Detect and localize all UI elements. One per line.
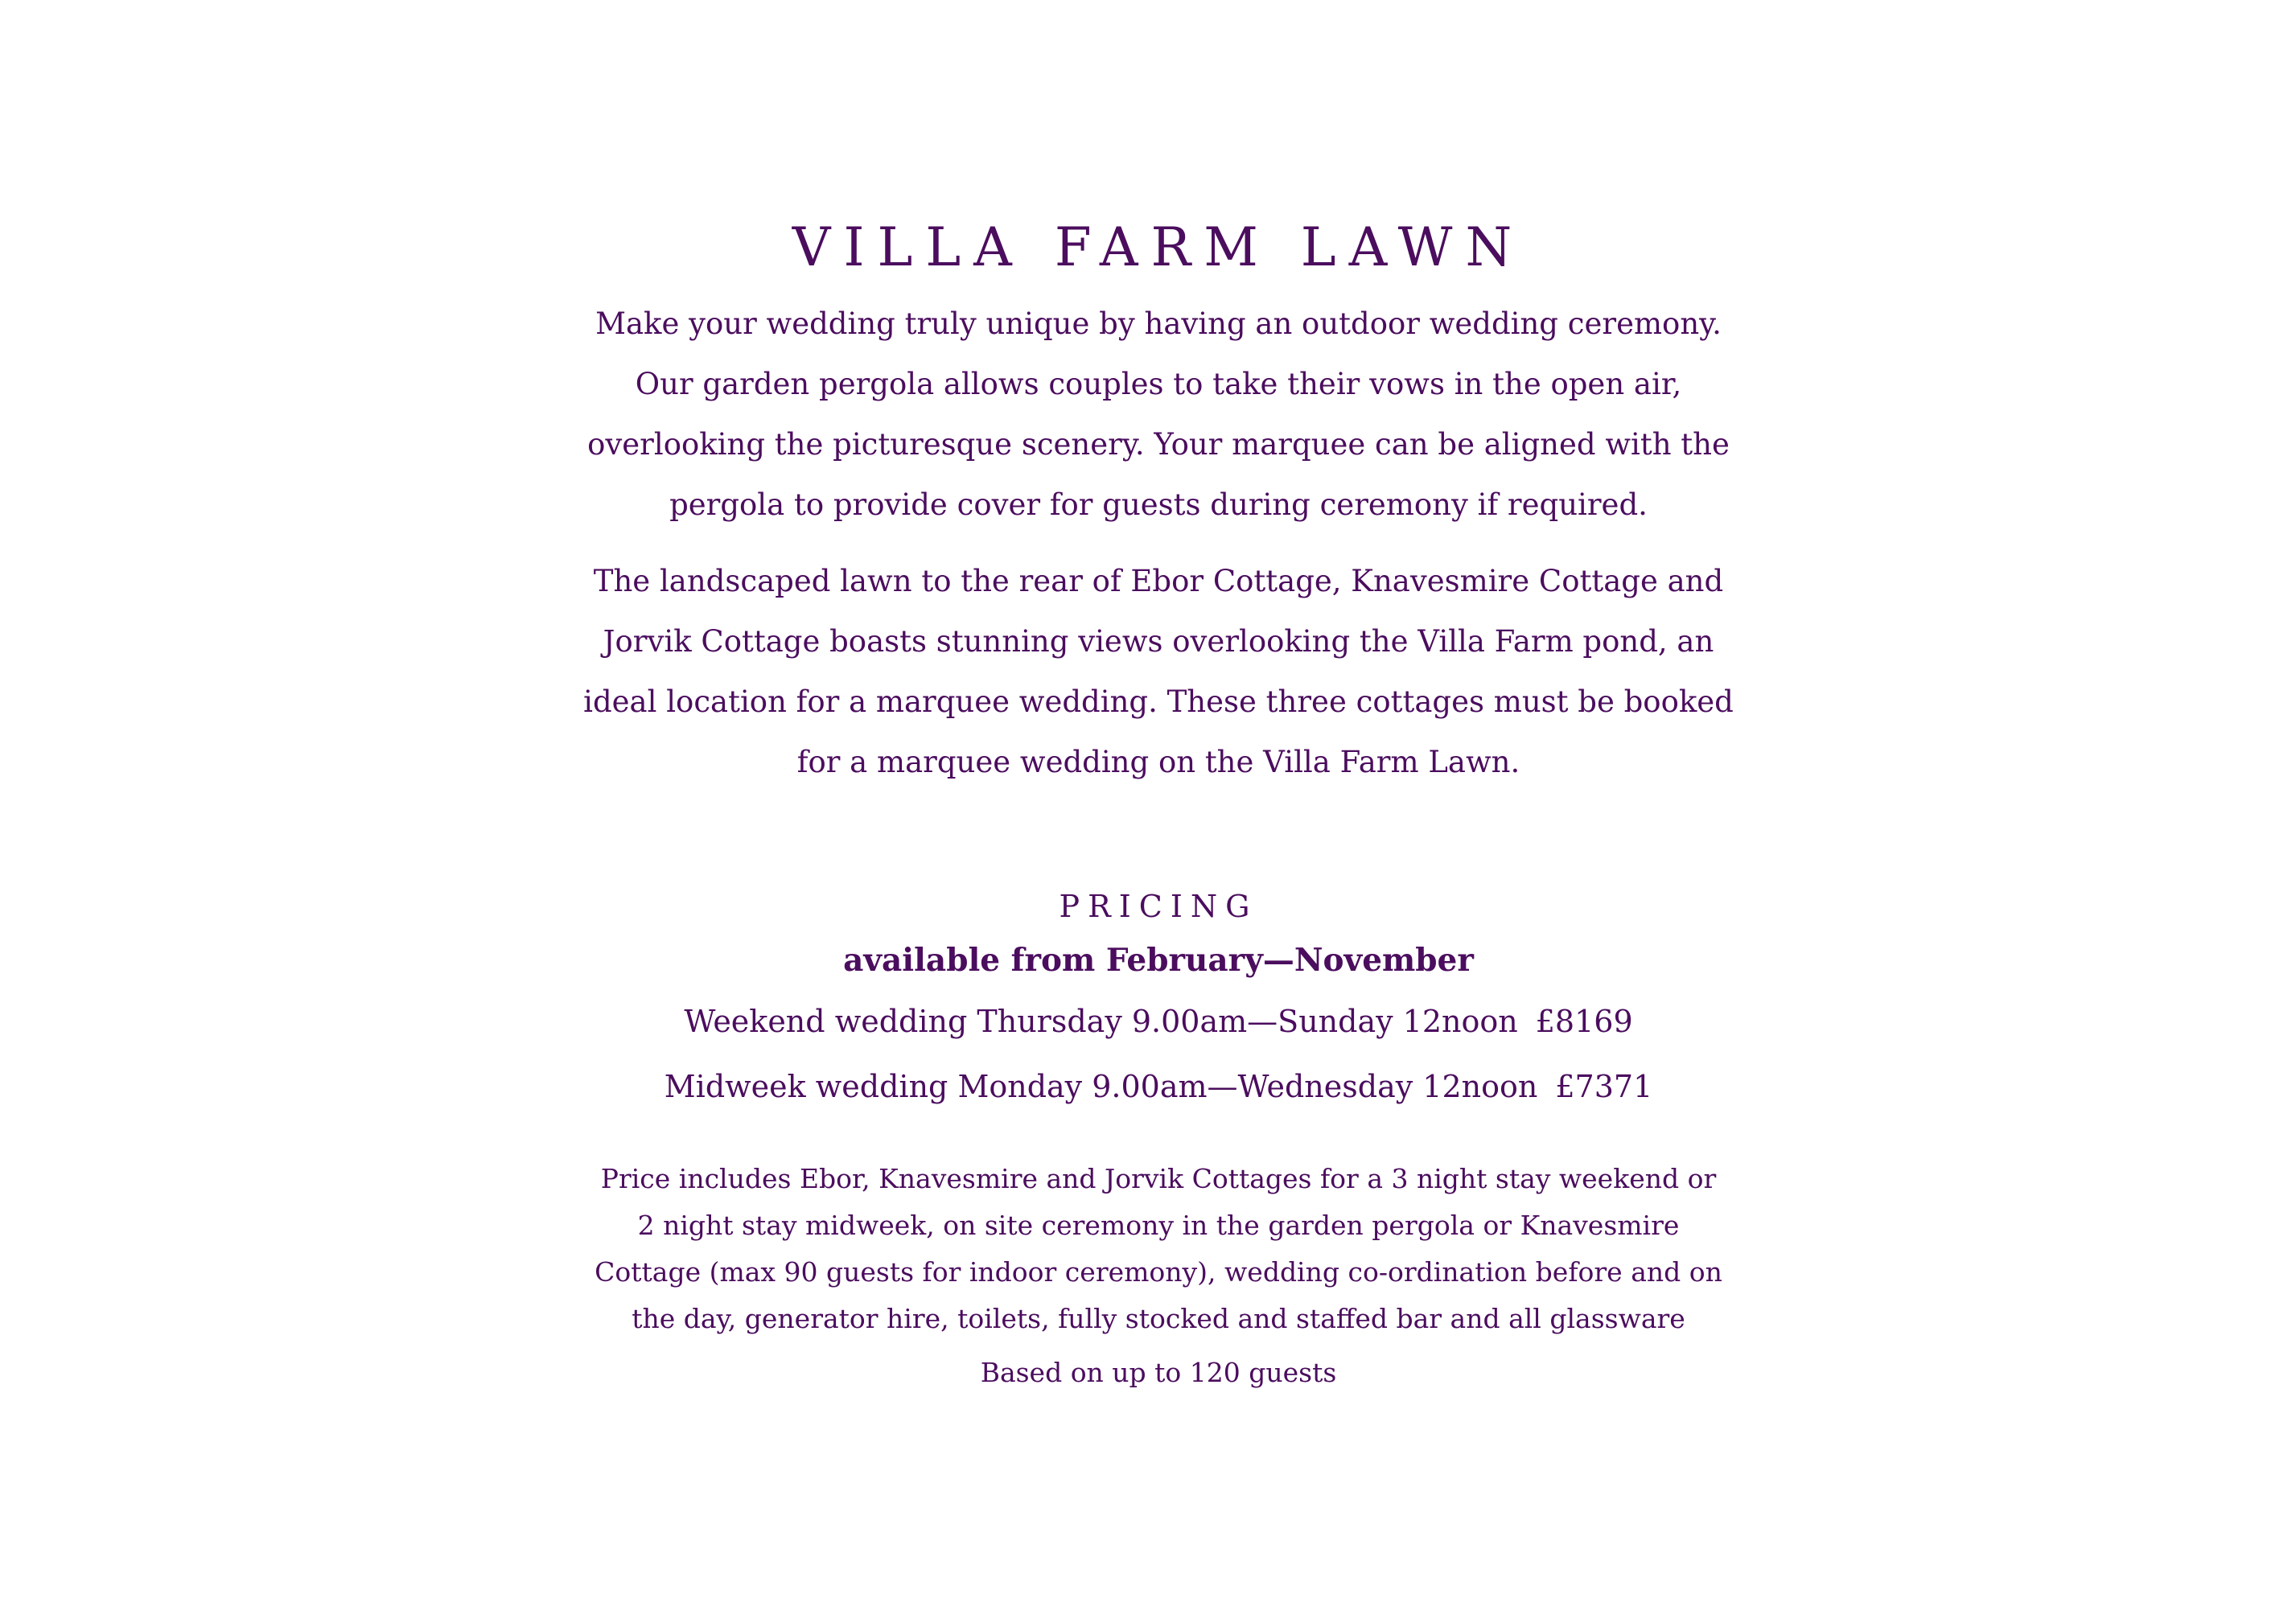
- guests-note: Based on up to 120 guests: [980, 1356, 1337, 1388]
- pricing-section: [579, 889, 1738, 1388]
- availability-text: available from February—November: [843, 941, 1474, 979]
- content-column: [579, 216, 1738, 1388]
- pricing-heading: PRICING: [1059, 889, 1258, 925]
- price-option-label: Midweek wedding Monday 9.00am—Wednesday 12noon: [664, 1069, 1538, 1105]
- price-option-midweek: [579, 1069, 1738, 1106]
- price-option-label: Weekend wedding Thursday 9.00am—Sunday 12noon: [684, 1003, 1518, 1039]
- price-option-amount: £8169: [1535, 1003, 1633, 1039]
- price-option-amount: £7371: [1555, 1069, 1653, 1105]
- price-option-weekend: [579, 1004, 1738, 1041]
- intro-paragraph-lawn: The landscaped lawn to the rear of Ebor Cottage, Knavesmire Cottage and Jorvik Cottage boasts stunning views overlooking the Villa Farm pond, an ideal location for a marquee wedding. These three cottages must be booked for a marquee wedding on the Villa Farm Lawn.: [583, 564, 1734, 780]
- intro-paragraph-ceremony: Make your wedding truly unique by having an outdoor wedding ceremony. Our garden pergola allows couples to take their vows in the open air, overlooking the picturesque scenery. Your marquee can be aligned with the pergola to provide cover for guests during ceremony if required.: [587, 306, 1730, 523]
- price-includes-text: Price includes Ebor, Knavesmire and Jorvik Cottages for a 3 night stay weekend or 2 night stay midweek, on site ceremony in the garden pergola or Knavesmire Cottage (max 90 guests for indoor ceremony), wedding co-ordination before and on the day, generator hire, toilets, fully stocked and staffed bar and all glassware: [595, 1162, 1722, 1334]
- page-title: VILLA FARM LAWN: [792, 216, 1525, 278]
